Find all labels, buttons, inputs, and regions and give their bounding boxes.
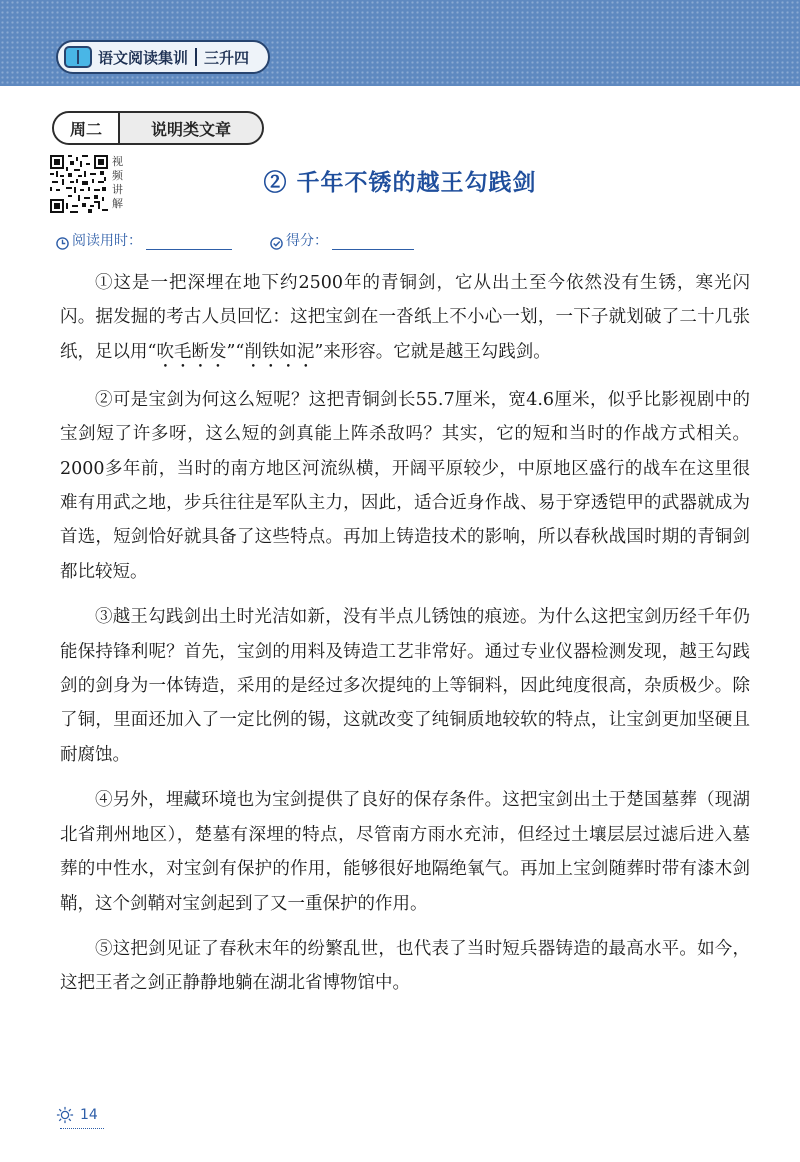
article-title: ② 千年不锈的越王勾践剑 bbox=[263, 169, 537, 196]
paragraph-1-text: ①这是一把深埋在地下约2500年的青铜剑，它从出土至今依然没有生锈，寒光闪闪。据发掘的考古人员回忆：这把宝剑在一沓纸上不小心一划，一下子就划破了二十几张纸，足以用“ bbox=[60, 273, 750, 362]
clock-icon bbox=[56, 237, 69, 250]
sun-icon bbox=[56, 1106, 74, 1124]
paragraph-4: ④另外，埋藏环境也为宝剑提供了良好的保存条件。这把宝剑出土于楚国墓葬（现湖北省荆州地区），楚墓有深埋的特点，尽管南方雨水充沛，但经过土壤层层过滤后进入墓葬的中性水，对宝剑有保护的作用，能够很好地隔绝氧气。再加上宝剑随葬时带有漆木剑鞘，这个剑鞘对宝剑起到了又一重保护的作用。 bbox=[60, 790, 750, 914]
quote-marks: ”“ bbox=[226, 341, 245, 362]
score-blank[interactable] bbox=[332, 232, 414, 250]
footer-rule bbox=[60, 1128, 104, 1129]
paragraph-1-end: ”来形容。它就是越王勾践剑。 bbox=[314, 341, 551, 362]
check-circle-icon bbox=[270, 237, 283, 250]
paragraph-1 bbox=[60, 266, 750, 372]
section-type-label: 说明类文章 bbox=[150, 119, 231, 139]
grade-label: 三升四 bbox=[204, 48, 250, 67]
title-divider bbox=[195, 48, 197, 66]
article-body bbox=[60, 266, 750, 1012]
idiom-xuetie: 削铁如泥 bbox=[244, 341, 315, 362]
week-label: 周二 bbox=[54, 113, 120, 143]
paragraph-2: ②可是宝剑为何这么短呢？这把青铜剑长55.7厘米，宽4.6厘米，似乎比影视剧中的宝剑短了许多呀，这么短的剑真能上阵杀敌吗？其实，它的短和当时的作战方式相关。2000多年前，当时的南方地区河流纵横，开阔平原较少，中原地区盛行的战车在这里很难有用武之地，步兵往往是军队主力，因此，适合近身作战、易于穿透铠甲的武器就成为首选，短剑恰好就具备了这些特点。再加上铸造技术的影响，所以春秋战国时期的青铜剑都比较短。 bbox=[60, 389, 750, 582]
page-footer bbox=[56, 1106, 98, 1124]
section-tag bbox=[52, 111, 264, 145]
book-icon bbox=[64, 46, 92, 68]
reading-time-blank[interactable] bbox=[146, 232, 232, 250]
reading-time-label: 阅读用时： bbox=[72, 233, 142, 249]
score-label: 得分： bbox=[286, 233, 328, 249]
score-row bbox=[270, 228, 414, 250]
paragraph-5: ⑤这把剑见证了春秋末年的纷繁乱世，也代表了当时短兵器铸造的最高水平。如今，这把王者之剑正静静地躺在湖北省博物馆中。 bbox=[60, 938, 750, 994]
page-number: 14 bbox=[80, 1107, 98, 1123]
paragraph-3: ③越王勾践剑出土时光洁如新，没有半点儿锈蚀的痕迹。为什么这把宝剑历经千年仍能保持锋利呢？首先，宝剑的用料及铸造工艺非常好。通过专业仪器检测发现，越王勾践剑的剑身为一体铸造，采用的是经过多次提纯的上等铜料，因此纯度很高，杂质极少。除了铜，里面还加入了一定比例的锡，这就改变了纯铜质地较软的特点，让宝剑更加坚硬且耐腐蚀。 bbox=[60, 607, 750, 765]
header-band bbox=[0, 0, 800, 86]
qr-caption: 视频讲解 bbox=[112, 155, 123, 210]
reading-time-row bbox=[56, 228, 232, 250]
book-title: 语文阅读集训 bbox=[98, 48, 189, 67]
idiom-chuimao: 吹毛断发 bbox=[156, 341, 227, 362]
book-title-tag bbox=[56, 40, 270, 74]
